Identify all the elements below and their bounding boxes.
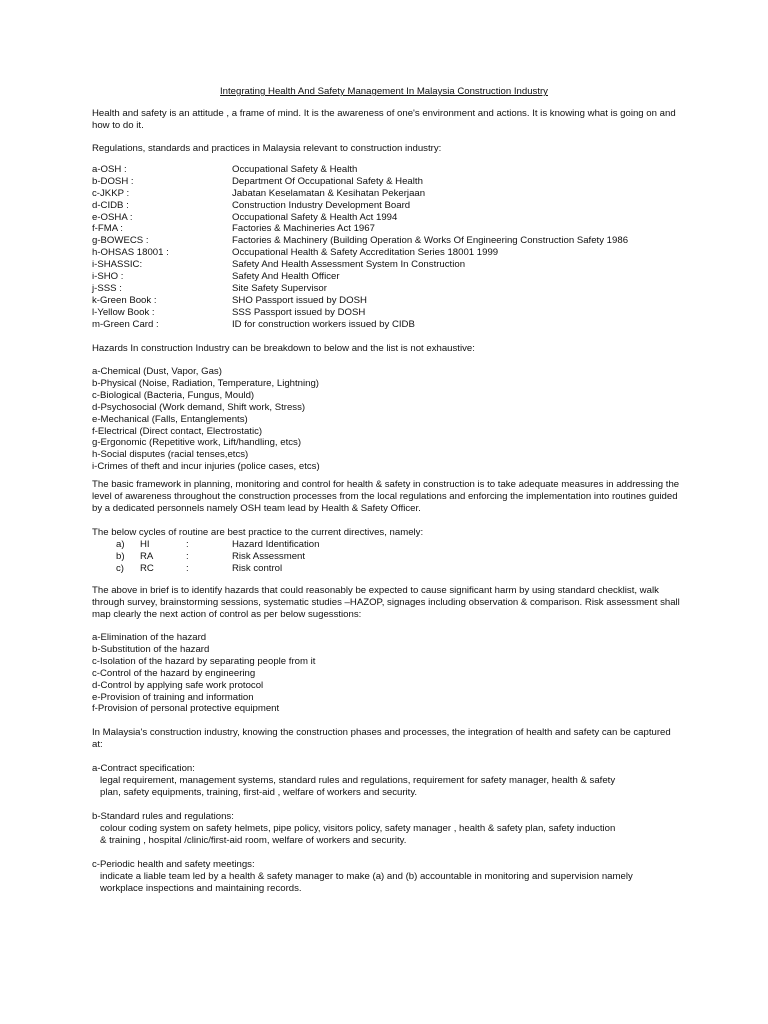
abbreviation-row — [92, 223, 682, 235]
abbreviation-row — [92, 164, 682, 176]
cycles-heading: The below cycles of routine are best practice to the current directives, namely: — [92, 527, 424, 538]
abbreviation-key: c-JKKP : — [92, 187, 130, 199]
document-title: Integrating Health And Safety Management In Malaysia Construction Industry — [220, 86, 548, 97]
control-item: f-Provision of personal protective equipment — [92, 703, 280, 715]
hazard-item: d-Psychosocial (Work demand, Shift work, Stress) — [92, 401, 306, 413]
abbreviation-row — [92, 235, 682, 247]
hazard-list — [92, 366, 682, 473]
abbreviation-value: Safety And Health Assessment System In Construction — [232, 259, 466, 271]
section-heading: c-Periodic health and safety meetings: — [92, 859, 255, 870]
abbreviation-value: Construction Industry Development Board — [232, 199, 411, 211]
cycle-letter: c) — [116, 562, 124, 574]
cycle-description: Risk Assessment — [232, 550, 306, 562]
hazard-item: g-Ergonomic (Repetitive work, Lift/handling, etcs) — [92, 437, 302, 449]
abbreviation-key: m-Green Card : — [92, 318, 159, 330]
control-item: b-Substitution of the hazard — [92, 643, 210, 655]
abbreviation-row — [92, 319, 682, 331]
meetings-section — [92, 859, 682, 895]
abbreviation-value: ID for construction workers issued by CIDB — [232, 318, 415, 330]
abbreviation-key: i-SHO : — [92, 271, 124, 283]
abbreviation-value: Factories & Machineries Act 1967 — [232, 223, 375, 235]
abbreviation-key: f-FMA : — [92, 223, 123, 235]
section-heading: b-Standard rules and regulations: — [92, 811, 234, 822]
cycle-description: Risk control — [232, 562, 283, 574]
section-line: legal requirement, management systems, standard rules and regulations, requirement for safety manager, health & safety — [100, 774, 616, 786]
section-line: workplace inspections and maintaining records. — [100, 882, 302, 894]
cycle-abbreviation: HI — [140, 539, 150, 550]
section-line: & training , hospital /clinic/first-aid room, welfare of workers and security. — [100, 834, 407, 846]
abbreviation-value: SSS Passport issued by DOSH — [232, 306, 366, 318]
abbreviation-value: Factories & Machinery (Building Operation & Works Of Engineering Construction Safety 1986 — [232, 235, 629, 247]
section-line: colour coding system on safety helmets, pipe policy, visitors policy, safety manager , health & safety plan, safety induction — [100, 822, 616, 834]
abbreviation-value: Site Safety Supervisor — [232, 282, 327, 294]
control-item: e-Provision of training and information — [92, 691, 254, 703]
hazard-item: b-Physical (Noise, Radiation, Temperature, Lightning) — [92, 377, 319, 389]
abbreviation-row — [92, 283, 682, 295]
abbreviation-value: SHO Passport issued by DOSH — [232, 294, 367, 306]
abbreviation-row — [92, 176, 682, 188]
abbreviation-row — [92, 295, 682, 307]
section-heading: a-Contract specification: — [92, 763, 195, 774]
integration-paragraph: In Malaysia's construction industry, knowing the construction phases and processes, the integration of health and safety can be captured at: — [92, 727, 671, 750]
regulations-heading: Regulations, standards and practices in Malaysia relevant to construction industry: — [92, 143, 442, 154]
section-line: plan, safety equipments, training, first-aid , welfare of workers and security. — [100, 786, 418, 798]
framework-paragraph: The basic framework in planning, monitoring and control for health & safety in construction is to take adequate measures in addressing the level of awareness throughout the construction processes from the local regulations and enforcing the implementation into routines guided by a dedicated personnels namely OSH team lead by Health & Safety Officer. — [92, 479, 680, 514]
cycle-list — [92, 539, 682, 575]
abbreviation-key: l-Yellow Book : — [92, 306, 155, 318]
cycle-letter: b) — [116, 550, 125, 562]
abbreviation-row — [92, 200, 682, 212]
abbreviation-key: j-SSS : — [92, 282, 122, 294]
cycle-abbreviation: RC — [140, 562, 154, 574]
abbreviation-key: i-SHASSIC: — [92, 259, 143, 271]
abbreviation-row — [92, 307, 682, 319]
abbreviation-key: e-OSHA : — [92, 211, 133, 223]
hazard-item: e-Mechanical (Falls, Entanglements) — [92, 413, 248, 425]
abbreviation-key: h-OHSAS 18001 : — [92, 247, 169, 259]
abbreviation-row — [92, 247, 682, 259]
cycle-row — [92, 551, 682, 563]
section-line: indicate a liable team led by a health & safety manager to make (a) and (b) accountable in monitoring and supervision namely — [100, 870, 633, 882]
abbreviation-row — [92, 188, 682, 200]
control-item: d-Control by applying safe work protocol — [92, 679, 264, 691]
hazard-item: a-Chemical (Dust, Vapor, Gas) — [92, 366, 222, 377]
abbreviation-row — [92, 259, 682, 271]
brief-paragraph: The above in brief is to identify hazards that could reasonably be expected to cause significant harm by using standard checklist, walk through survey, brainstorming sessions, systematic studies –HAZOP, signages including observation & comparison. Risk assessment shall map clearly the next action of control as per below sugesstions: — [92, 585, 680, 620]
abbreviation-value: Jabatan Keselamatan & Kesihatan Pekerjaan — [232, 187, 426, 199]
abbreviation-row — [92, 212, 682, 224]
abbreviation-key: b-DOSH : — [92, 175, 134, 187]
hazard-item: i-Crimes of theft and incur injuries (police cases, etcs) — [92, 461, 320, 473]
abbreviation-key: k-Green Book : — [92, 294, 157, 306]
hazard-item: f-Electrical (Direct contact, Electrostatic) — [92, 425, 263, 437]
abbreviation-value: Safety And Health Officer — [232, 271, 340, 283]
cycle-separator: : — [186, 539, 189, 550]
contract-section — [92, 763, 682, 799]
cycle-description: Hazard Identification — [232, 539, 320, 550]
abbreviation-value: Occupational Safety & Health — [232, 164, 358, 175]
hazards-heading: Hazards In construction Industry can be breakdown to below and the list is not exhaustive: — [92, 343, 475, 354]
cycle-row — [92, 563, 682, 575]
control-item: a-Elimination of the hazard — [92, 632, 207, 643]
rules-section — [92, 811, 682, 847]
abbreviation-list — [92, 164, 682, 330]
hazard-item: h-Social disputes (racial tenses,etcs) — [92, 449, 249, 461]
control-list — [92, 632, 682, 715]
abbreviation-value: Department Of Occupational Safety & Health — [232, 175, 423, 187]
cycle-row — [92, 539, 682, 551]
abbreviation-key: g-BOWECS : — [92, 235, 149, 247]
cycle-separator: : — [186, 562, 189, 574]
control-item: c-Control of the hazard by engineering — [92, 667, 256, 679]
abbreviation-value: Occupational Safety & Health Act 1994 — [232, 211, 398, 223]
abbreviation-key: d-CIDB : — [92, 199, 129, 211]
cycle-separator: : — [186, 550, 189, 562]
cycle-abbreviation: RA — [140, 550, 154, 562]
abbreviation-key: a-OSH : — [92, 164, 127, 175]
abbreviation-row — [92, 271, 682, 283]
abbreviation-value: Occupational Health & Safety Accreditation Series 18001 1999 — [232, 247, 499, 259]
intro-paragraph: Health and safety is an attitude , a frame of mind. It is the awareness of one's environment and actions. It is knowing what is going on and how to do it. — [92, 108, 676, 131]
control-item: c-Isolation of the hazard by separating people from it — [92, 655, 316, 667]
hazard-item: c-Biological (Bacteria, Fungus, Mould) — [92, 389, 255, 401]
cycle-letter: a) — [116, 539, 125, 550]
